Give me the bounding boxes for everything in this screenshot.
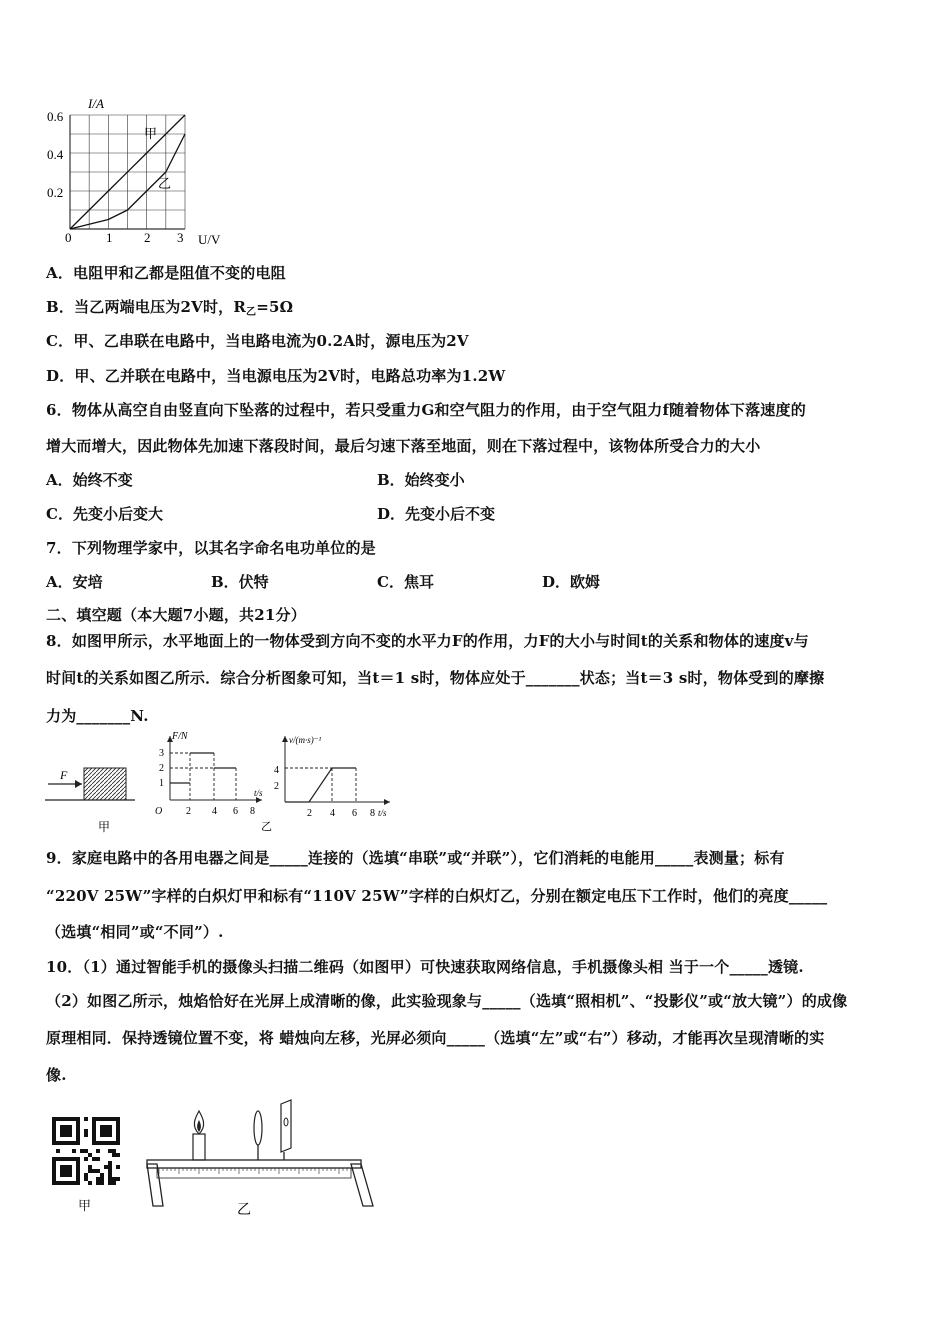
q5-option-c: C．甲、乙串联在电路中，当电路电流为0.2A时，源电压为2V — [46, 332, 469, 350]
q8-fig-jia — [40, 760, 140, 835]
q6-stem-line1: 6．物体从高空自由竖直向下坠落的过程中，若只受重力G和空气阻力的作用，由于空气阻力f随着物体下落速度的 — [46, 401, 806, 419]
iu-x-tick: 2 — [144, 230, 151, 245]
ft-x-tick: 4 — [212, 806, 217, 817]
qr-module — [92, 1169, 96, 1173]
iu-y-axis-label: I/A — [88, 96, 104, 111]
vt-x-tick: 4 — [330, 808, 335, 819]
ft-x-tick: 6 — [233, 806, 238, 817]
qr-module — [96, 1149, 100, 1153]
qr-module — [112, 1153, 116, 1157]
bench-frame — [147, 1164, 163, 1206]
fig-label-jia: 甲 — [98, 820, 111, 834]
fig-label-yi: 乙 — [261, 821, 272, 833]
q6-option-d: D．先变小后不变 — [377, 505, 496, 523]
qr-module — [108, 1149, 112, 1153]
qr-module — [84, 1173, 88, 1177]
qr-finder — [60, 1165, 72, 1177]
qr-module — [108, 1173, 112, 1177]
q7-option-d: D．欧姆 — [542, 573, 601, 591]
curve-label-jia: 甲 — [144, 126, 158, 141]
candle — [193, 1134, 205, 1160]
qr-code-image — [52, 1117, 120, 1185]
iu-graph — [40, 95, 240, 255]
vt-y-tick: 2 — [274, 781, 279, 792]
ft-y-tick: 1 — [159, 778, 164, 789]
iu-y-tick: 0.6 — [47, 109, 64, 124]
vt-x-tick: 8 — [370, 808, 375, 819]
qr-module — [88, 1169, 92, 1173]
ft-x-tick: 2 — [186, 806, 191, 817]
qr-module — [104, 1165, 108, 1169]
ft-t-axis-label: t/s — [254, 788, 263, 798]
q8-stem-line2: 时间t的关系如图乙所示．综合分析图象可知，当t＝1 s时，物体应处于_______状态；当t＝3 s时，物体受到的摩擦 — [46, 669, 825, 687]
q7-stem: 7．下列物理学家中，以其名字命名电功单位的是 — [46, 539, 376, 557]
qr-module — [112, 1177, 116, 1181]
qr-module — [92, 1157, 96, 1161]
qr-module — [72, 1149, 76, 1153]
q8-stem-line3: 力为_______N. — [46, 707, 149, 725]
iu-y-tick: 0.4 — [47, 147, 64, 162]
vt-x-tick: 2 — [307, 808, 312, 819]
q6-option-a: A．始终不变 — [46, 471, 133, 489]
qr-module — [108, 1177, 112, 1181]
qr-module — [112, 1149, 116, 1153]
qr-module — [88, 1153, 92, 1157]
q9-stem-line1: 9．家庭电路中的各用电器之间是_____连接的（选填“串联”或“并联”），它们消耗的电能用_____表测量；标有 — [46, 849, 785, 867]
ft-axis-label: F/N — [172, 731, 188, 742]
qr-module — [100, 1173, 104, 1177]
qr-finder — [100, 1125, 112, 1137]
qr-module — [84, 1157, 88, 1161]
iu-x-tick: 3 — [177, 230, 184, 245]
qr-module — [108, 1161, 112, 1165]
qr-finder — [60, 1125, 72, 1137]
q7-option-c: C．焦耳 — [377, 573, 434, 591]
q6-option-c: C．先变小后变大 — [46, 505, 163, 523]
force-arrow-head — [75, 780, 82, 788]
iu-y-tick: 0.2 — [47, 185, 64, 200]
block — [84, 768, 126, 800]
q8-stem-line1: 8．如图甲所示，水平地面上的一物体受到方向不变的水平力F的作用，力F的大小与时间t的关系和物体的速度v与 — [46, 632, 809, 650]
qr-module — [84, 1133, 88, 1137]
ft-y-tick: 3 — [159, 748, 164, 759]
qr-module — [116, 1153, 120, 1157]
q5-option-b-value: =5Ω — [256, 298, 294, 316]
ft-y-tick: 2 — [159, 763, 164, 774]
qr-module — [96, 1177, 100, 1181]
section-heading: 二、填空题（本大题7小题，共21分） — [46, 606, 306, 624]
q8-fig-yi — [150, 728, 400, 838]
q7-option-b: B．伏特 — [211, 573, 269, 591]
ft-origin: O — [155, 806, 163, 817]
qr-module — [84, 1177, 88, 1181]
q6-option-b: B．始终变小 — [377, 471, 465, 489]
qr-module — [96, 1157, 100, 1161]
q5-option-b-text: B．当乙两端电压为2V时，R — [46, 298, 247, 316]
qr-module — [84, 1149, 88, 1153]
qr-cells — [52, 1117, 120, 1185]
qr-module — [96, 1169, 100, 1173]
q6-stem-line2: 增大而增大，因此物体先加速下落段时间，最后匀速下落至地面，则在下落过程中，该物体所受合力的大小 — [46, 437, 761, 455]
qr-module — [88, 1165, 92, 1169]
bench-rail — [147, 1160, 361, 1168]
vt-y-tick: 4 — [274, 765, 279, 776]
force-label: F — [60, 768, 68, 782]
bench-ruler — [157, 1168, 351, 1178]
qr-module — [100, 1177, 104, 1181]
q10-stem-line1: 10．（1）通过智能手机的摄像头扫描二维码（如图甲）可快速获取网络信息，手机摄像头相 当于一个_____透镜. — [46, 958, 804, 976]
q5-option-b-sub: 乙 — [246, 307, 257, 318]
iu-x-tick: 0 — [65, 230, 72, 245]
q9-stem-line3: （选填“相同”或“不同”）. — [46, 923, 224, 941]
qr-module — [96, 1181, 100, 1185]
qr-module — [108, 1165, 112, 1169]
ruler-ticks — [159, 1168, 351, 1174]
qr-module — [100, 1181, 104, 1185]
qr-module — [108, 1181, 112, 1185]
q7-option-a: A．安培 — [46, 573, 103, 591]
qr-module — [56, 1149, 60, 1153]
qr-module — [116, 1165, 120, 1169]
curve-label-yi: 乙 — [158, 176, 172, 191]
vt-x-tick: 6 — [352, 808, 357, 819]
q10-stem-line2: （2）如图乙所示，烛焰恰好在光屏上成清晰的像，此实验现象与_____（选填“照相机”、“投影仪”或“放大镜”）的成像 — [46, 992, 848, 1010]
q10-stem-line3: 原理相同．保持透镜位置不变，将 蜡烛向左移，光屏必须向_____（选填“左”或“右”）移动，才能再次呈现清晰的实 — [46, 1029, 825, 1047]
q5-option-b — [46, 296, 293, 318]
iu-x-axis-label: U/V — [198, 232, 221, 247]
convex-lens — [254, 1111, 262, 1145]
qr-module — [84, 1117, 88, 1121]
qr-module — [88, 1181, 92, 1185]
ft-x-tick: 8 — [250, 806, 255, 817]
qr-module — [84, 1129, 88, 1133]
q10-stem-line4: 像. — [46, 1066, 67, 1084]
qr-module — [116, 1177, 120, 1181]
vt-axis-label: v/(m·s)⁻¹ — [289, 735, 322, 745]
qr-module — [108, 1169, 112, 1173]
bench-caption: 乙 — [237, 1203, 251, 1218]
qr-module — [80, 1149, 84, 1153]
qr-caption: 甲 — [78, 1199, 92, 1214]
iu-x-tick: 1 — [106, 230, 113, 245]
optical-bench — [135, 1098, 387, 1220]
q5-option-a: A．电阻甲和乙都是阻值不变的电阻 — [46, 264, 286, 282]
qr-module — [112, 1181, 116, 1185]
vt-t-axis-label: t/s — [378, 808, 387, 818]
q9-stem-line2: “220V 25W”字样的白炽灯甲和标有“110V 25W”字样的白炽灯乙，分别在额定电压下工作时，他们的亮度_____ — [46, 887, 828, 905]
q5-option-d: D．甲、乙并联在电路中，当电源电压为2V时，电路总功率为1.2W — [46, 367, 506, 385]
